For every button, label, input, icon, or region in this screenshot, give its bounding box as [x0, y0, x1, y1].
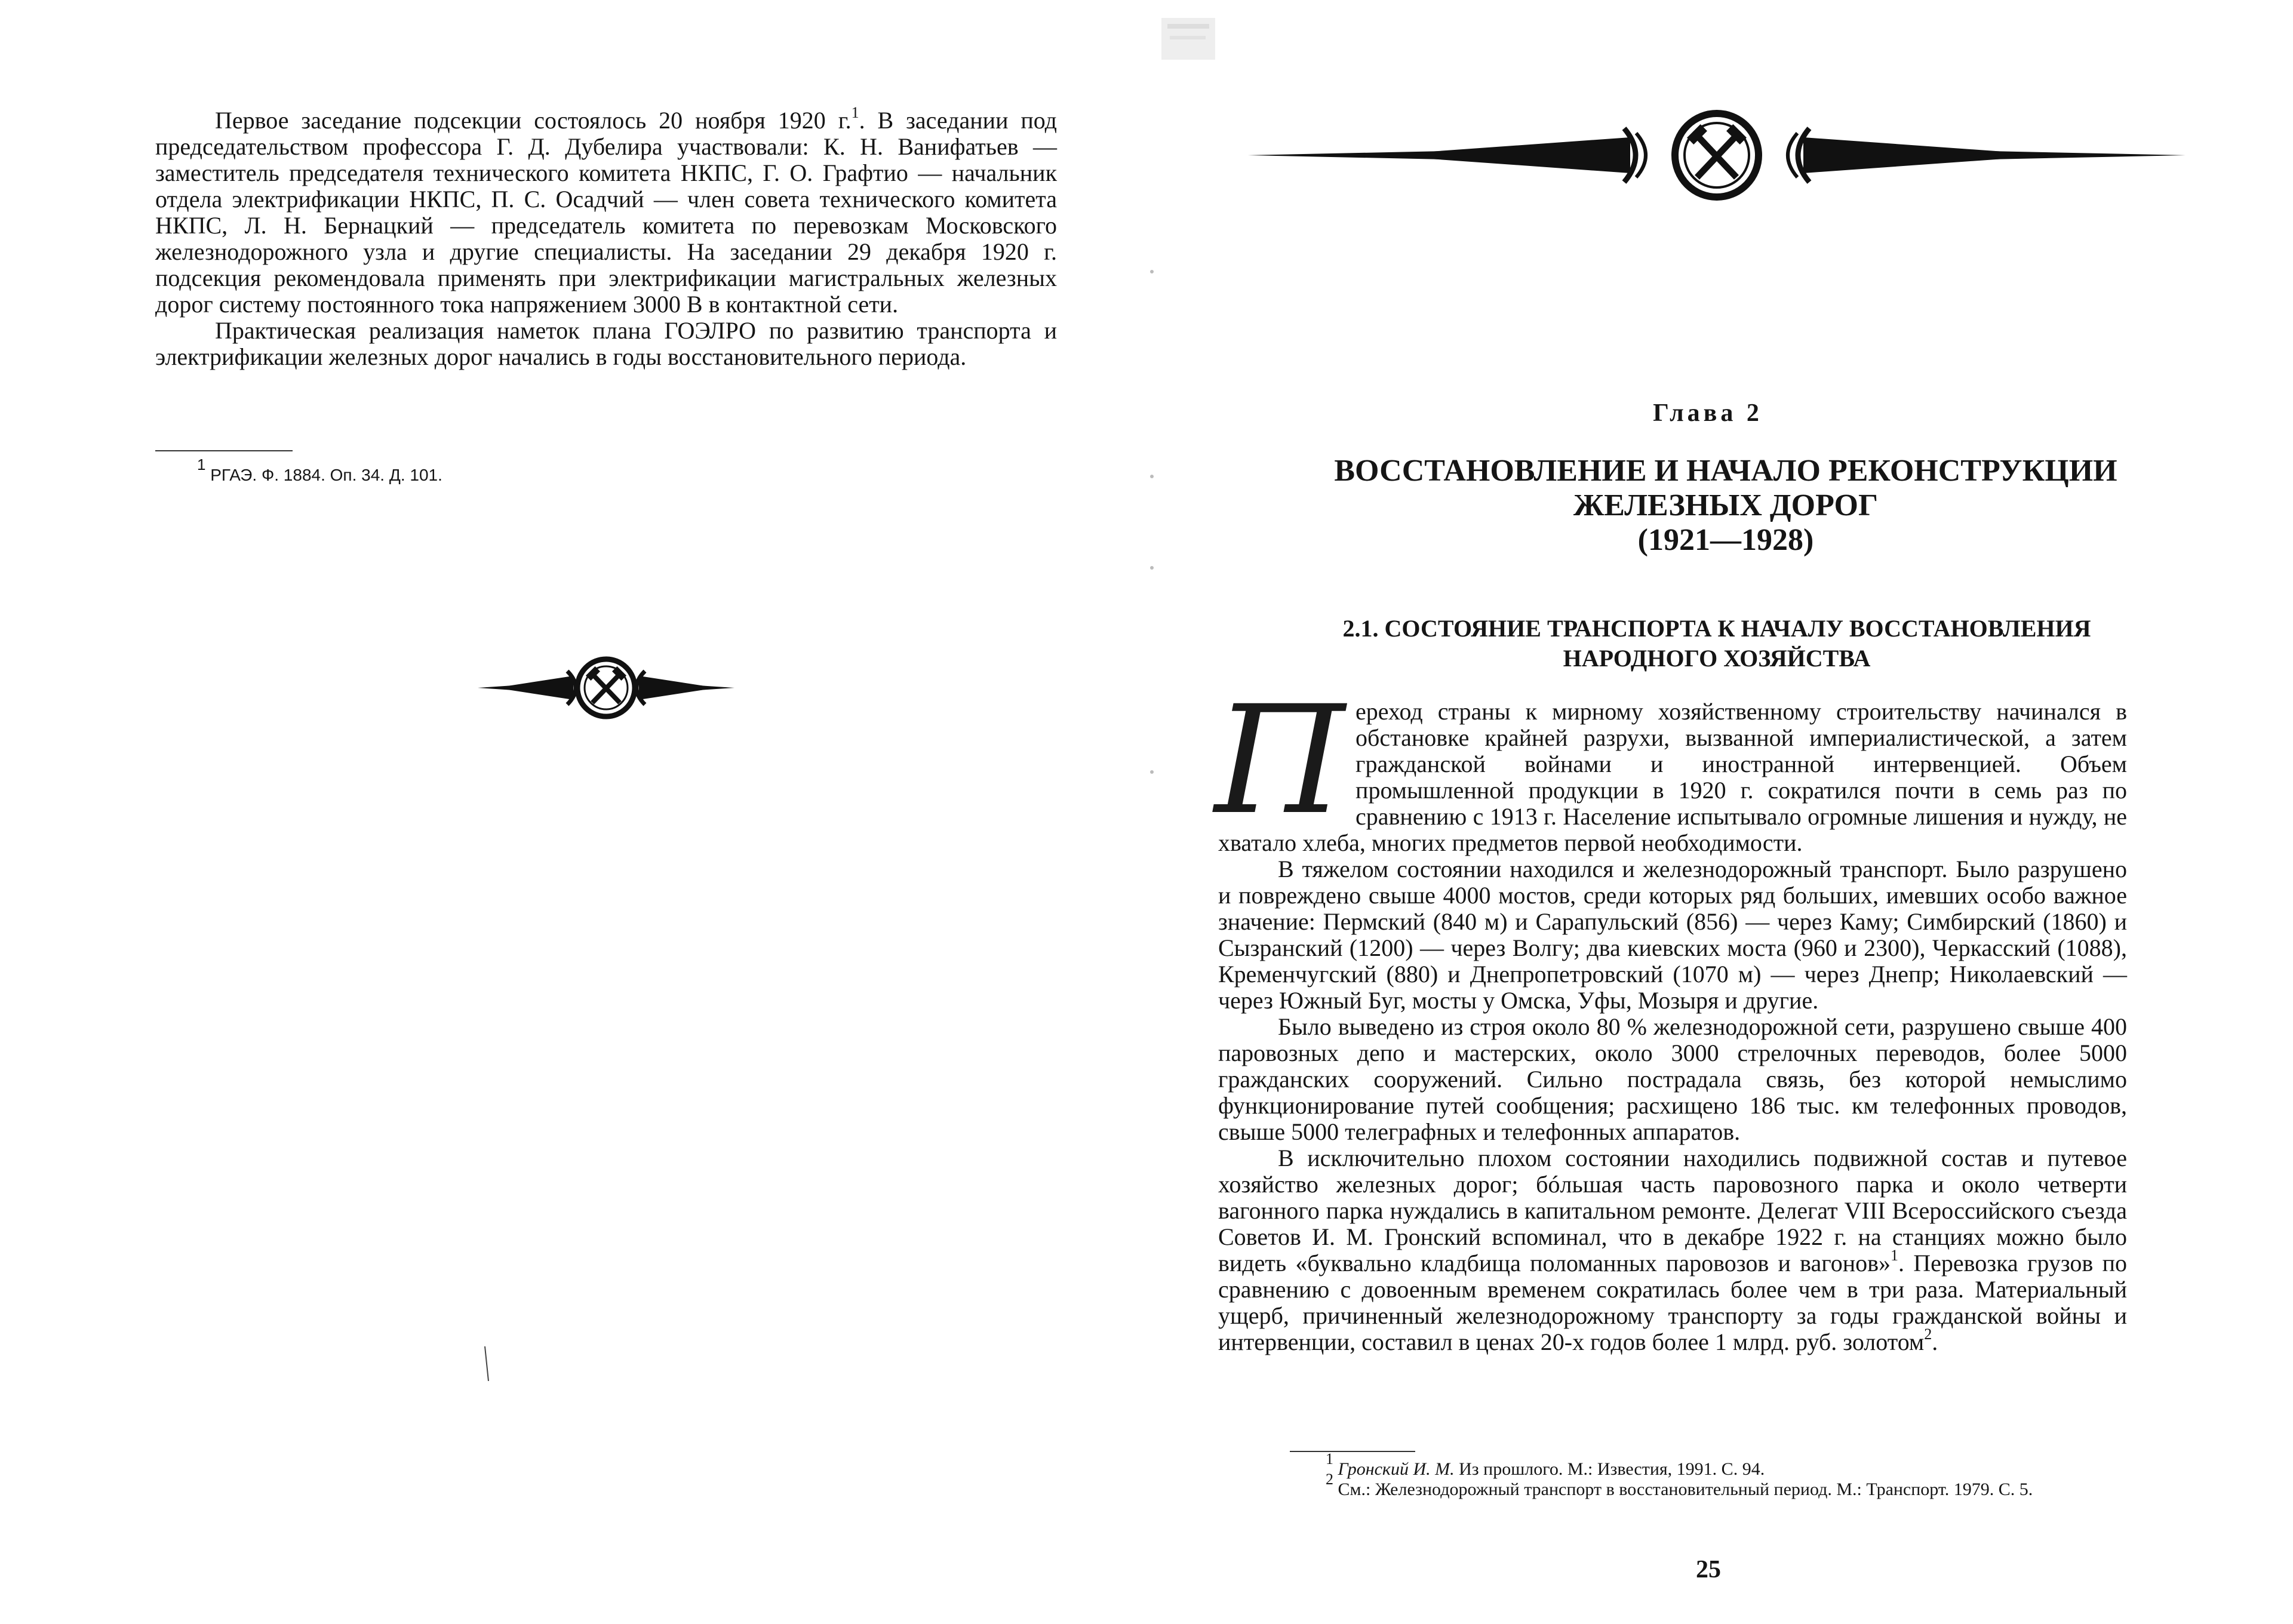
- right-paragraph-1: Переход страны к мирному хозяйственному строительству начинался в обстановке крайней разрухи, вызванной империалистической, а затем гражданской войнами и иностранной интервенцией. Объем промышленной продукции в 1920 г. сократился почти в семь раз по сравнению с 1913 г. Население испытывало огромные лишения и нужду, не хватало хлеба, многих предметов первой необходимости.: [1215, 673, 2127, 856]
- footnote-divider: [155, 450, 293, 451]
- right-body-text: [1215, 673, 2127, 1355]
- section-title: 2.1. СОСТОЯНИЕ ТРАНСПОРТА К НАЧАЛУ ВОССТАНОВЛЕНИЯ НАРОДНОГО ХОЗЯЙСТВА: [1342, 615, 2091, 672]
- left-paragraph-1: Первое заседание подсекции состоялось 20 ноября 1920 г.$^1$. В заседании под председательством профессора Г. Д. Дубелира участвовали: К. Н. Ванифатьев — заместитель председателя технического комитета НКПС, Г. О. Графтио — начальник отдела электрификации НКПС, П. С. Осадчий — член совета технического комитета НКПС, Л. Н. Бернацкий — председатель комитета по перевозкам Московского железнодорожного узла и другие специалисты. На заседании 29 декабря 1920 г. подсекция рекомендовала применять при электрификации магистральных железных дорог систему постоянного тока напряжением 3000 В в контактной сети.: [155, 103, 1057, 318]
- footnote-ref-1: 1: [851, 103, 859, 121]
- right-paragraph-3: Было выведено из строя около 80 % железнодорожной сети, разрушено свыше 400 паровозных депо и мастерских, около 3000 стрелочных переводов, более 5000 гражданских сооружений. Сильно пострадала связь, без которой немыслимо функционирование путей сообщения; расхищено 186 тыс. км телефонных проводов, свыше 5000 телеграфных и телефонных аппаратов.: [1218, 1013, 2127, 1145]
- right-paragraph-2: В тяжелом состоянии находился и железнодорожный транспорт. Было разрушено и повреждено свыше 4000 мостов, среди которых ряд больших, имевших особо важное значение: Пермский (840 м) и Сарапульский (856) — через Каму; Симбирский (1860) и Сызранский (1200) — через Волгу; два киевских моста (960 и 2300), Черкасский (1088), Кременчугский (880) и Днепропетровский (1070 м) — через Днепр; Николаевский — через Южный Буг, мосты у Омска, Уфы, Мозыря и другие.: [1218, 856, 2127, 1014]
- scan-dot: [1150, 270, 1154, 273]
- right-page: [1146, 0, 2293, 1624]
- footnote-1: $^1$ Гронский И. М. Из прошлого. М.: Известия, 1991. С. 94.: [1326, 1450, 1765, 1480]
- right-paragraph-4: В исключительно плохом состоянии находились подвижной состав и путевое хозяйство железных дорог; бóльшая часть паровозного парка и около четверти вагонного парка нуждались в капитальном ремонте. Делегат VIII Всероссийского съезда Советов И. М. Гронский вспоминал, что в декабре 1922 г. на станциях можно было видеть «буквально кладбища поломанных паровозов и вагонов»$^1$. Перевозка грузов по сравнению с довоенным временем сократилась более чем в три раза. Материальный ущерб, причиненный железнодорожному транспорту за годы гражданской войны и интервенции, составил в ценах 20-х годов более 1 млрд. руб. золотом$^2$.: [1218, 1145, 2127, 1355]
- left-paragraph-2: Практическая реализация наметок плана ГОЭЛРО по развитию транспорта и электрификации железных дорог начались в годы восстановительного периода.: [155, 317, 1057, 370]
- scan-dot: [1150, 475, 1154, 478]
- left-footnote: $^1$ РГАЭ. Ф. 1884. Оп. 34. Д. 101.: [197, 456, 442, 485]
- left-body-text: [155, 103, 1057, 370]
- left-page: [0, 0, 1146, 1624]
- drop-cap: П: [1215, 673, 1345, 847]
- footnote-ref-1: 1: [1891, 1246, 1898, 1264]
- chapter-label: Глава 2: [1653, 399, 1763, 427]
- crossed-hammers-ornament-icon: [478, 646, 734, 730]
- chapter-title: ВОССТАНОВЛЕНИЕ И НАЧАЛО РЕКОНСТРУКЦИИ ЖЕЛЕЗНЫХ ДОРОГ (1921—1928): [1334, 454, 2117, 557]
- scan-mark: [484, 1346, 490, 1382]
- footnote-2: $^2$ См.: Железнодорожный транспорт в восстановительный период. М.: Транспорт. 1979. С. 5.: [1326, 1471, 2033, 1500]
- scan-dot: [1150, 770, 1154, 774]
- footnote-divider: [1290, 1451, 1415, 1452]
- crossed-hammers-ornament-icon: [1248, 104, 2186, 206]
- scan-dot: [1150, 566, 1154, 570]
- page-number: 25: [1696, 1556, 1721, 1583]
- right-footnotes: [1290, 1450, 2127, 1500]
- footnote-ref-2: 2: [1924, 1325, 1932, 1343]
